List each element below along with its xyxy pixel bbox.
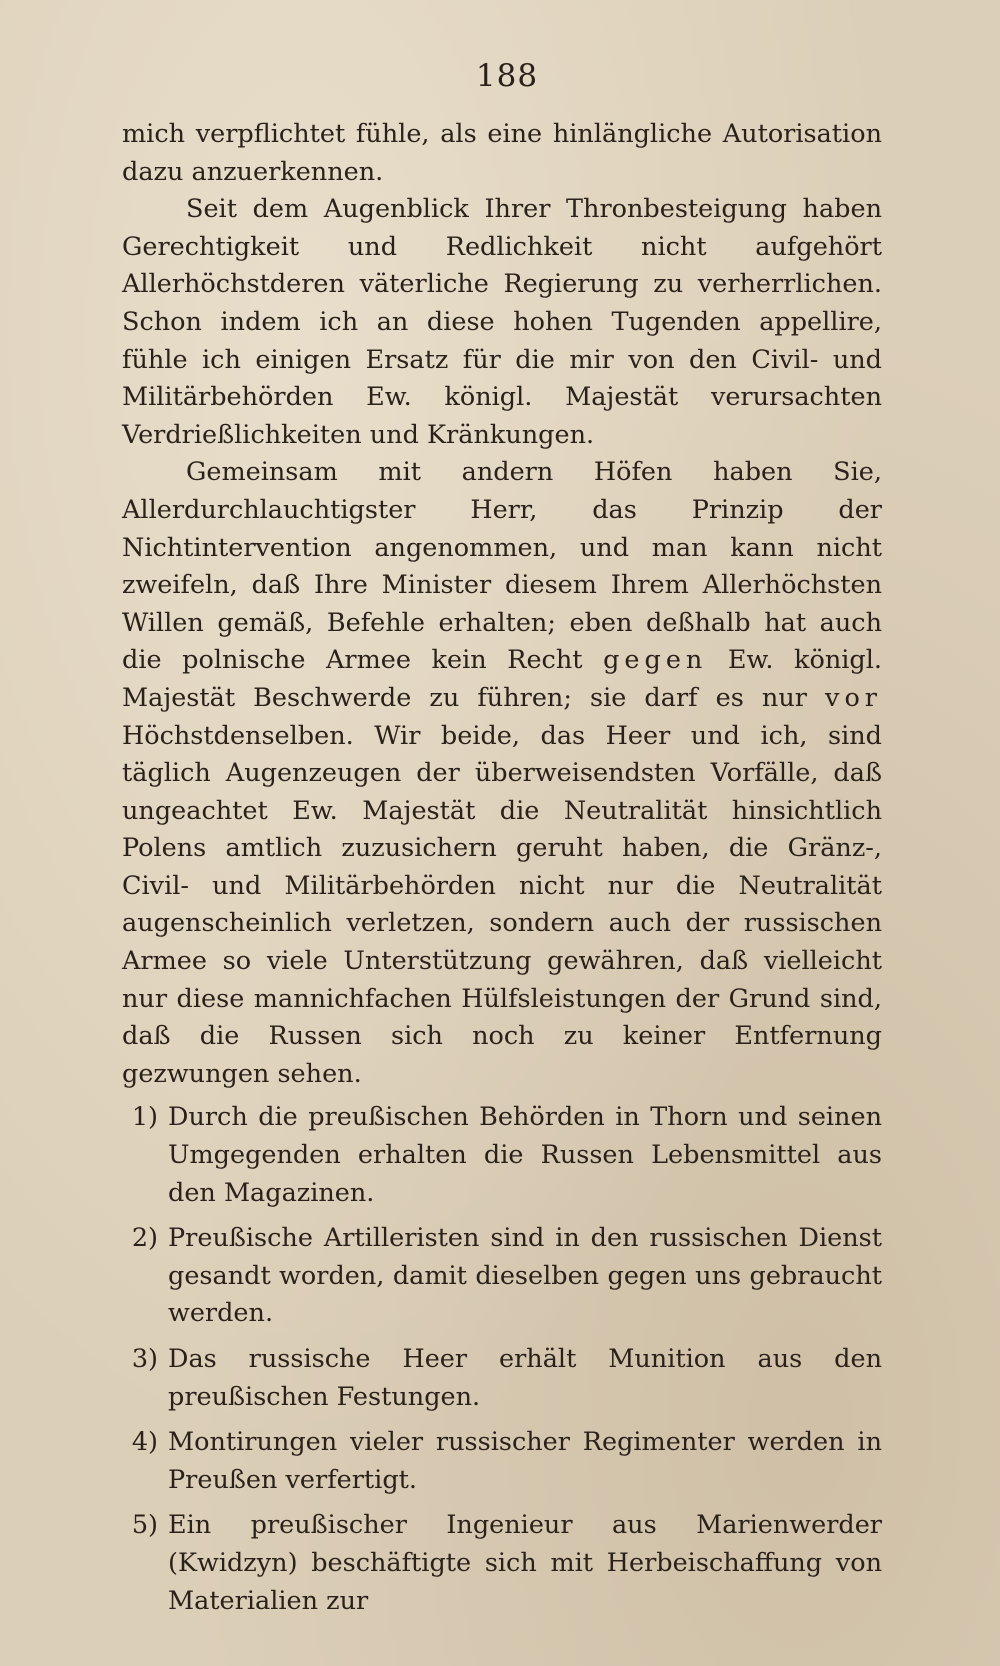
- list-text: Preußische Artilleristen sind in den russischen Dienst gesandt worden, damit dieselben gegen uns gebraucht werden.: [168, 1223, 882, 1329]
- paragraph-text: Gemeinsam mit andern Höfen haben Sie, Allerdurchlauchtigster Herr, das Prinzip der Nichtintervention angenommen, und man kann nicht zweifeln, daß Ihre Minister diesem Ihrem Allerhöchsten Willen gemäß, Befehle erhalten; eben deßhalb hat auch die polnische Armee kein Recht: [122, 457, 882, 676]
- page-number: 188: [475, 58, 539, 94]
- paragraph-accession: Seit dem Augenblick Ihrer Thronbesteigung haben Gerechtigkeit und Redlichkeit nicht aufgehört Allerhöchstderen väterliche Regierung zu verherrlichen. Schon indem ich an diese hohen Tugenden appellire, fühle ich einigen Ersatz für die mir von den Civil- und Militärbehörden Ew. königl. Majestät verursachten Verdrießlichkeiten und Kränkungen.: [122, 194, 882, 450]
- list-text: Montirungen vieler russischer Regimenter werden in Preußen verfertigt.: [168, 1427, 882, 1495]
- list-item: [122, 1424, 882, 1499]
- emphasis-gegen: gegen: [603, 645, 708, 676]
- paragraph-text: Höchstdenselben. Wir beide, das Heer und ich, sind täglich Augenzeugen der überweisendsten Vorfälle, daß ungeachtet Ew. Majestät die Neutralität hinsichtlich Polens amtlich zuzusichern geruht haben, die Gränz-, Civil- und Militärbehörden nicht nur die Neutralität augenscheinlich verletzen, sondern auch der russischen Armee so viele Unterstützung gewähren, daß vielleicht nur diese mannichfachen Hülfsleistungen der Grund sind, daß die Russen sich noch zu keiner Entfernung gezwungen sehen.: [122, 720, 882, 1089]
- list-text: Das russische Heer erhält Munition aus den preußischen Festungen.: [168, 1344, 882, 1412]
- grievance-list: [122, 1099, 882, 1620]
- list-item: [122, 1341, 882, 1416]
- list-item: [122, 1099, 882, 1212]
- paragraph-continuation: mich verpflichtet fühle, als eine hinlängliche Autorisation dazu anzuerkennen.: [122, 119, 882, 187]
- paragraph-text: Ew. königl. Majestät Beschwerde zu führen; sie darf es nur: [122, 645, 882, 713]
- list-text: Durch die preußischen Behörden in Thorn und seinen Umgegenden erhalten die Russen Lebensmittel aus den Magazinen.: [168, 1102, 882, 1208]
- paragraph-nonintervention: [122, 454, 882, 1093]
- list-number: 2): [131, 1223, 158, 1254]
- list-text: Ein preußischer Ingenieur aus Marienwerder (Kwidzyn) beschäftigte sich mit Herbeischaffung von Materialien zur: [168, 1510, 882, 1616]
- list-item: [122, 1220, 882, 1333]
- list-number: 4): [131, 1427, 158, 1458]
- list-number: 1): [131, 1102, 158, 1133]
- page-body: [122, 116, 882, 1620]
- emphasis-vor: vor: [825, 682, 882, 713]
- list-number: 3): [131, 1344, 158, 1374]
- list-number: 5): [131, 1510, 158, 1541]
- list-item: [122, 1507, 882, 1620]
